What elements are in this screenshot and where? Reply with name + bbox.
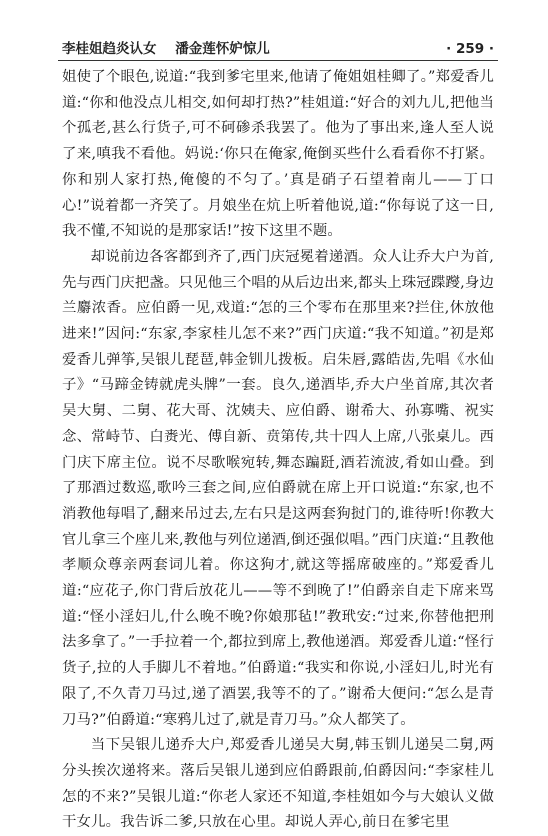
running-titles (62, 37, 284, 57)
running-header (62, 33, 494, 57)
page-body (62, 65, 494, 836)
paragraph: 却说前边各客都到齐了,西门庆冠冕着递酒。众人让乔大户为首,先与西门庆把盏。只见他三个唱的从后边出来,都头上珠冠蹀躞,身边兰麝浓香。应伯爵一见,戏道:“怎的三个零布在那里来?拦住,休放他进来!”因问:“东家,李家桂儿怎不来?”西门庆道:“我不知道。”初是郑爱香儿弹筝,吴银儿琵琶,韩金钏儿拨板。启朱唇,露皓齿,先唱《水仙子》“马蹄金铸就虎头牌”一套。良久,递酒毕,乔大户坐首席,其次者吴大舅、二舅、花大哥、沈姨夫、应伯爵、谢希大、孙寡嘴、祝实念、常峙节、白赉光、傅自新、贲第传,共十四人上席,八张桌儿。西门庆下席主位。说不尽歌喉宛转,舞态蹁跹,酒若流波,肴如山叠。到了那酒过数巡,歌吟三套之间,应伯爵就在席上开口说道:“东家,也不消教他每唱了,翻来吊过去,左右只是这两套狗挝门的,谁待听!你教大官儿拿三个座儿来,教他与列位递酒,倒还强似唱。”西门庆道:“且教他孝顺众尊亲两套词儿着。你这狗才,就这等摇席破座的。”郑爱香儿道:“应花子,你门背后放花儿——等不到晚了!”伯爵亲自走下席来骂道:“怪小淫妇儿,什么晚不晚?你娘那毡!”教玳安:“过来,你替他把刑法多拿了。”一手拉着一个,都拉到席上,教他递酒。郑爱香儿道:“怪行货子,拉的人手脚儿不着地。”伯爵道:“我实和你说,小淫妇儿,时光有限了,不久青刀马过,递了酒罢,我等不的了。”谢希大便问:“怎么是青刀马?”伯爵道:“寒鸦儿过了,就是青刀马。”众人都笑了。 (62, 248, 494, 728)
chapter-title-right: 潘金莲怀妒惊儿 (175, 41, 270, 57)
header-rule (58, 60, 498, 61)
paragraph: 当下吴银儿递乔大户,郑爱香儿递吴大舅,韩玉钏儿递吴二舅,两分头挨次递将来。落后吴银儿递到应伯爵跟前,伯爵因问:“李家桂儿怎的不来?”吴银儿道:“你老人家还不知道,李桂姐如今与大娘认义做干女儿。我告诉二爹,只放在心里。却说人弄心,前日在爹宅里 (62, 737, 494, 831)
page-number: · 259 · (446, 41, 494, 57)
chapter-title-left: 李桂姐趋炎认女 (62, 41, 157, 57)
paragraph-continued: 姐使了个眼色,说道:“我到爹宅里来,他请了俺姐姐桂卿了。”郑爱香儿道:“你和他没点儿相交,如何却打热?”桂姐道:“好合的刘九儿,把他当个孤老,甚么行货子,可不砢碜杀我罢了。他为了事出来,逢人至人说了来,嗔我不看他。妈说:‘你只在俺家,俺倒买些什么看看你不打紧。你和别人家打热,俺傻的不匀了。’真是硝子石望着南儿——丁口心!”说着都一齐笑了。月娘坐在炕上听着他说,道:“你每说了这一日,我不懂,不知说的是那家话!”按下这里不题。 (62, 69, 494, 240)
